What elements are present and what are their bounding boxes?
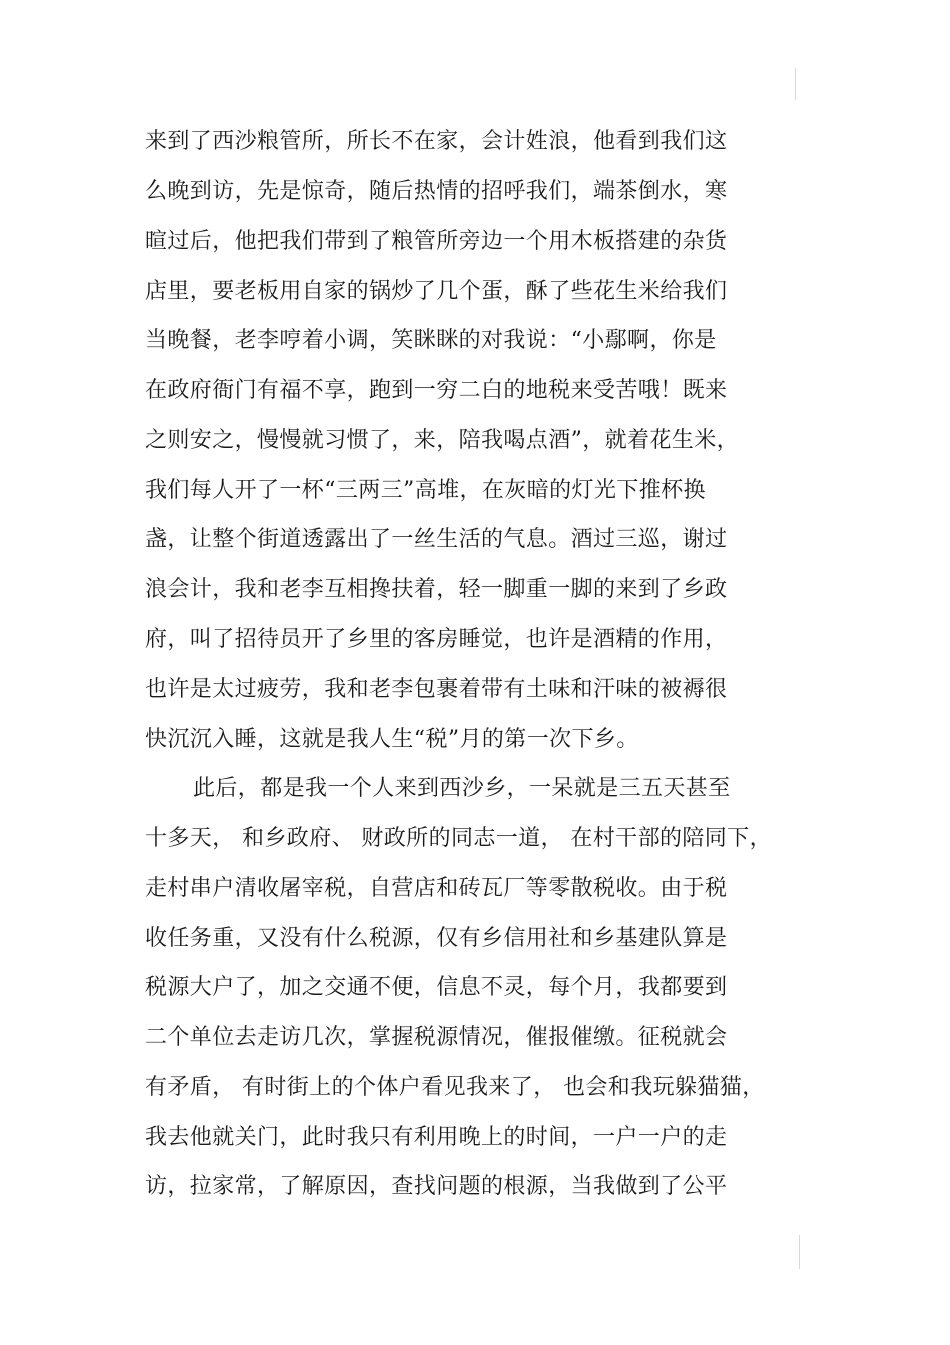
top-right-margin-mark	[795, 68, 796, 100]
text-line: 税源大户了，加之交通不便，信息不灵，每个月，我都要到	[145, 975, 728, 1000]
text-line: 浪会计，我和老李互相搀扶着，轻一脚重一脚的来到了乡政	[145, 577, 728, 602]
text-line: 我们每人开了一杯“三两三”高堆，在灰暗的灯光下推杯换	[145, 478, 706, 503]
text-line: 我去他就关门，此时我只有利用晚上的时间，一户一户的走	[145, 1125, 728, 1150]
text-line: 之则安之，慢慢就习惯了，来，陪我喝点酒”，就着花生米，	[145, 428, 740, 453]
text-line: 府，叫了招待员开了乡里的客房睡觉，也许是酒精的作用，	[145, 627, 728, 652]
text-line: 来到了西沙粮管所，所长不在家，会计姓浪，他看到我们这	[145, 129, 728, 154]
text-line: 快沉沉入睡，这就是我人生“税”月的第一次下乡。	[145, 727, 639, 752]
text-line: 也许是太过疲劳，我和老李包裹着带有土味和汗味的被褥很	[145, 677, 728, 702]
text-line: 十多天， 和乡政府、 财政所的同志一道， 在村干部的陪同下，	[145, 826, 772, 851]
text-line: 二个单位去走访几次，掌握税源情况，催报催缴。征税就会	[145, 1025, 728, 1050]
bottom-right-margin-mark	[799, 1235, 800, 1269]
text-line: 么晚到访，先是惊奇，随后热情的招呼我们，端茶倒水，寒	[145, 179, 728, 204]
text-line: 在政府衙门有福不享，跑到一穷二白的地税来受苦哦！既来	[145, 378, 728, 403]
text-line: 暄过后，他把我们带到了粮管所旁边一个用木板搭建的杂货	[145, 229, 728, 254]
text-line: 盏，让整个街道透露出了一丝生活的气息。酒过三巡，谢过	[145, 527, 728, 552]
text-line: 收任务重，又没有什么税源，仅有乡信用社和乡基建队算是	[145, 926, 728, 951]
text-line: 走村串户清收屠宰税，自营店和砖瓦厂等零散税收。由于税	[145, 876, 728, 901]
text-line: 当晚餐，老李哼着小调，笑眯眯的对我说：“小鄢啊，你是	[145, 328, 717, 353]
text-line: 访，拉家常，了解原因，查找问题的根源，当我做到了公平	[145, 1174, 728, 1199]
text-line: 有矛盾， 有时街上的个体户看见我来了， 也会和我玩躲猫猫，	[145, 1075, 765, 1100]
paragraph-first-line: 此后，都是我一个人来到西沙乡，一呆就是三五天甚至	[193, 776, 731, 801]
text-line: 店里，要老板用自家的锅炒了几个蛋，酥了些花生米给我们	[145, 279, 728, 304]
